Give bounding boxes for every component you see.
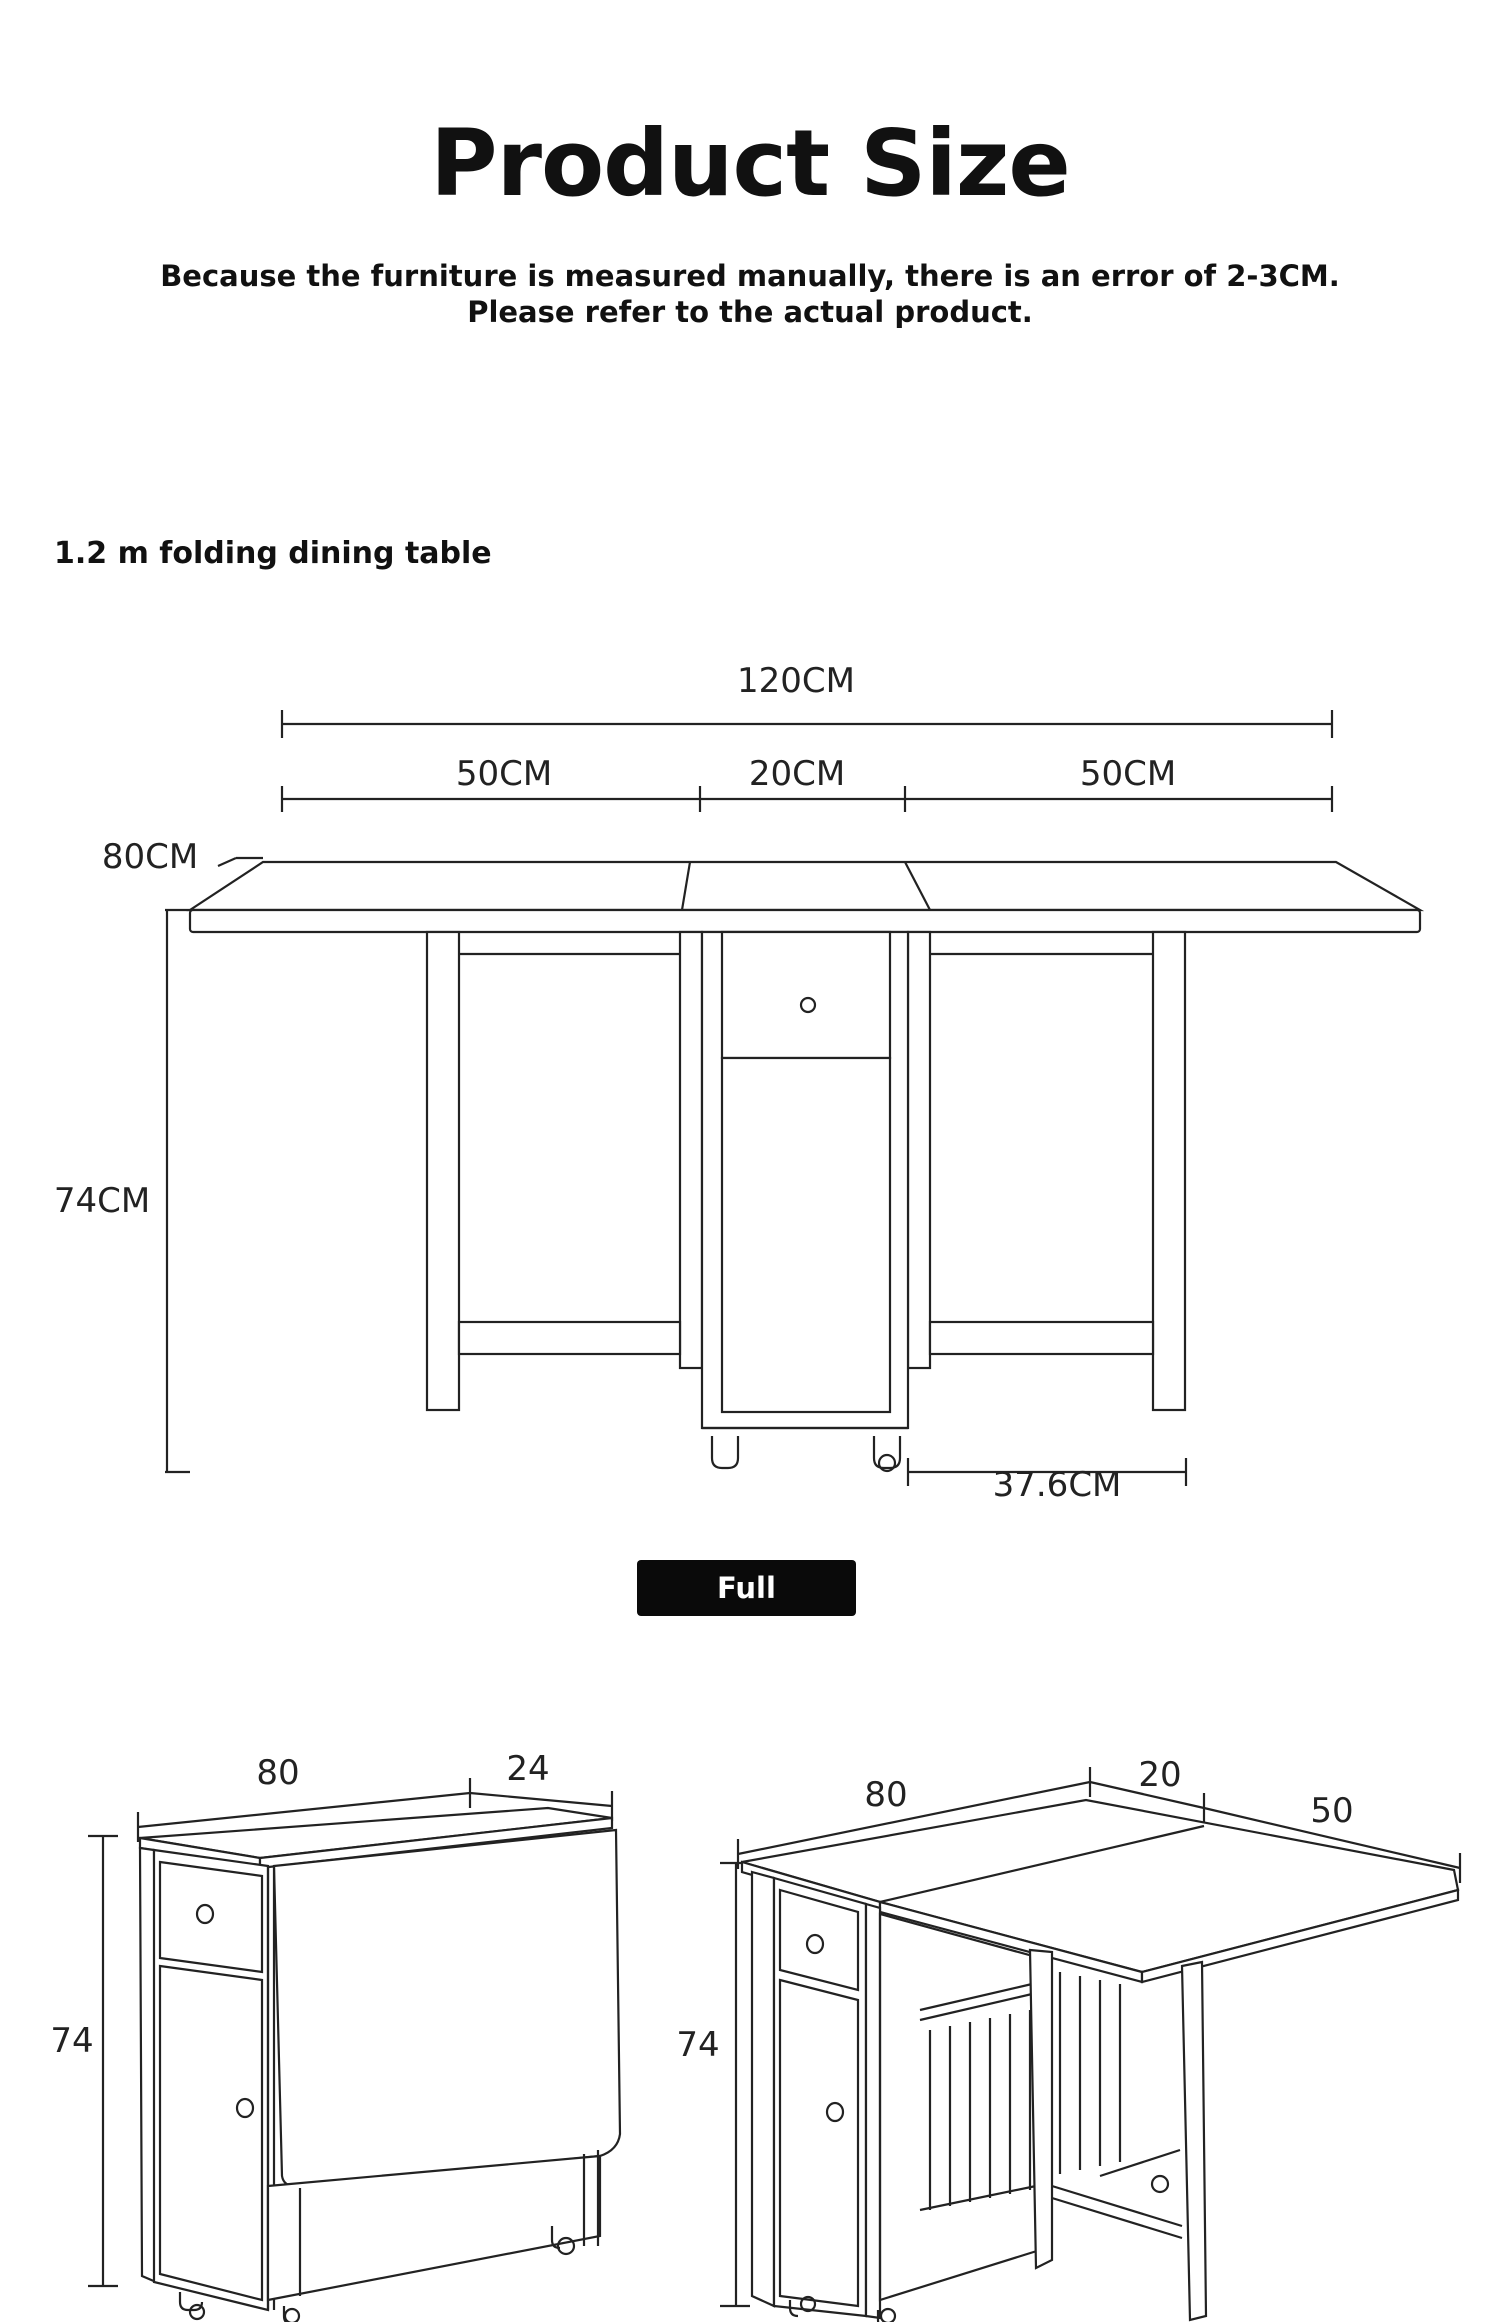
half-open-height-label: 74 bbox=[676, 2025, 720, 2065]
center-width-label: 20CM bbox=[748, 754, 846, 794]
tabletop bbox=[190, 862, 1420, 932]
left-leaf-width-label: 50CM bbox=[455, 754, 553, 794]
page-title: Product Size bbox=[430, 110, 1070, 217]
depth-label: 80CM bbox=[101, 837, 199, 877]
height-label: 74CM bbox=[53, 1181, 151, 1221]
leg-offset-label: 37.6CM bbox=[992, 1465, 1122, 1505]
folded-table-diagram bbox=[88, 1778, 620, 2322]
folded-width-label: 80 bbox=[256, 1753, 300, 1793]
total-width-label: 120CM bbox=[737, 661, 855, 701]
full-expansion-badge: Full expansion bbox=[637, 1560, 856, 1616]
right-leg-frame bbox=[908, 932, 1185, 1410]
half-open-table-diagram bbox=[720, 1767, 1460, 2322]
product-variant-label: 1.2 m folding dining table bbox=[54, 536, 492, 571]
folded-height-label: 74 bbox=[50, 2021, 94, 2061]
height-guides bbox=[165, 858, 1186, 1486]
half-open-center-label: 20 bbox=[1138, 1755, 1182, 1795]
folded-depth-label: 24 bbox=[506, 1749, 550, 1789]
measurement-disclaimer: Because the furniture is measured manually, there is an error of 2-3CM. Please refer to the actual product. bbox=[160, 259, 1340, 329]
half-open-width-label: 80 bbox=[864, 1775, 908, 1815]
left-leg-frame bbox=[427, 932, 702, 1410]
right-leaf-width-label: 50CM bbox=[1079, 754, 1177, 794]
center-cabinet bbox=[702, 932, 908, 1471]
half-open-leaf-label: 50 bbox=[1310, 1791, 1354, 1831]
